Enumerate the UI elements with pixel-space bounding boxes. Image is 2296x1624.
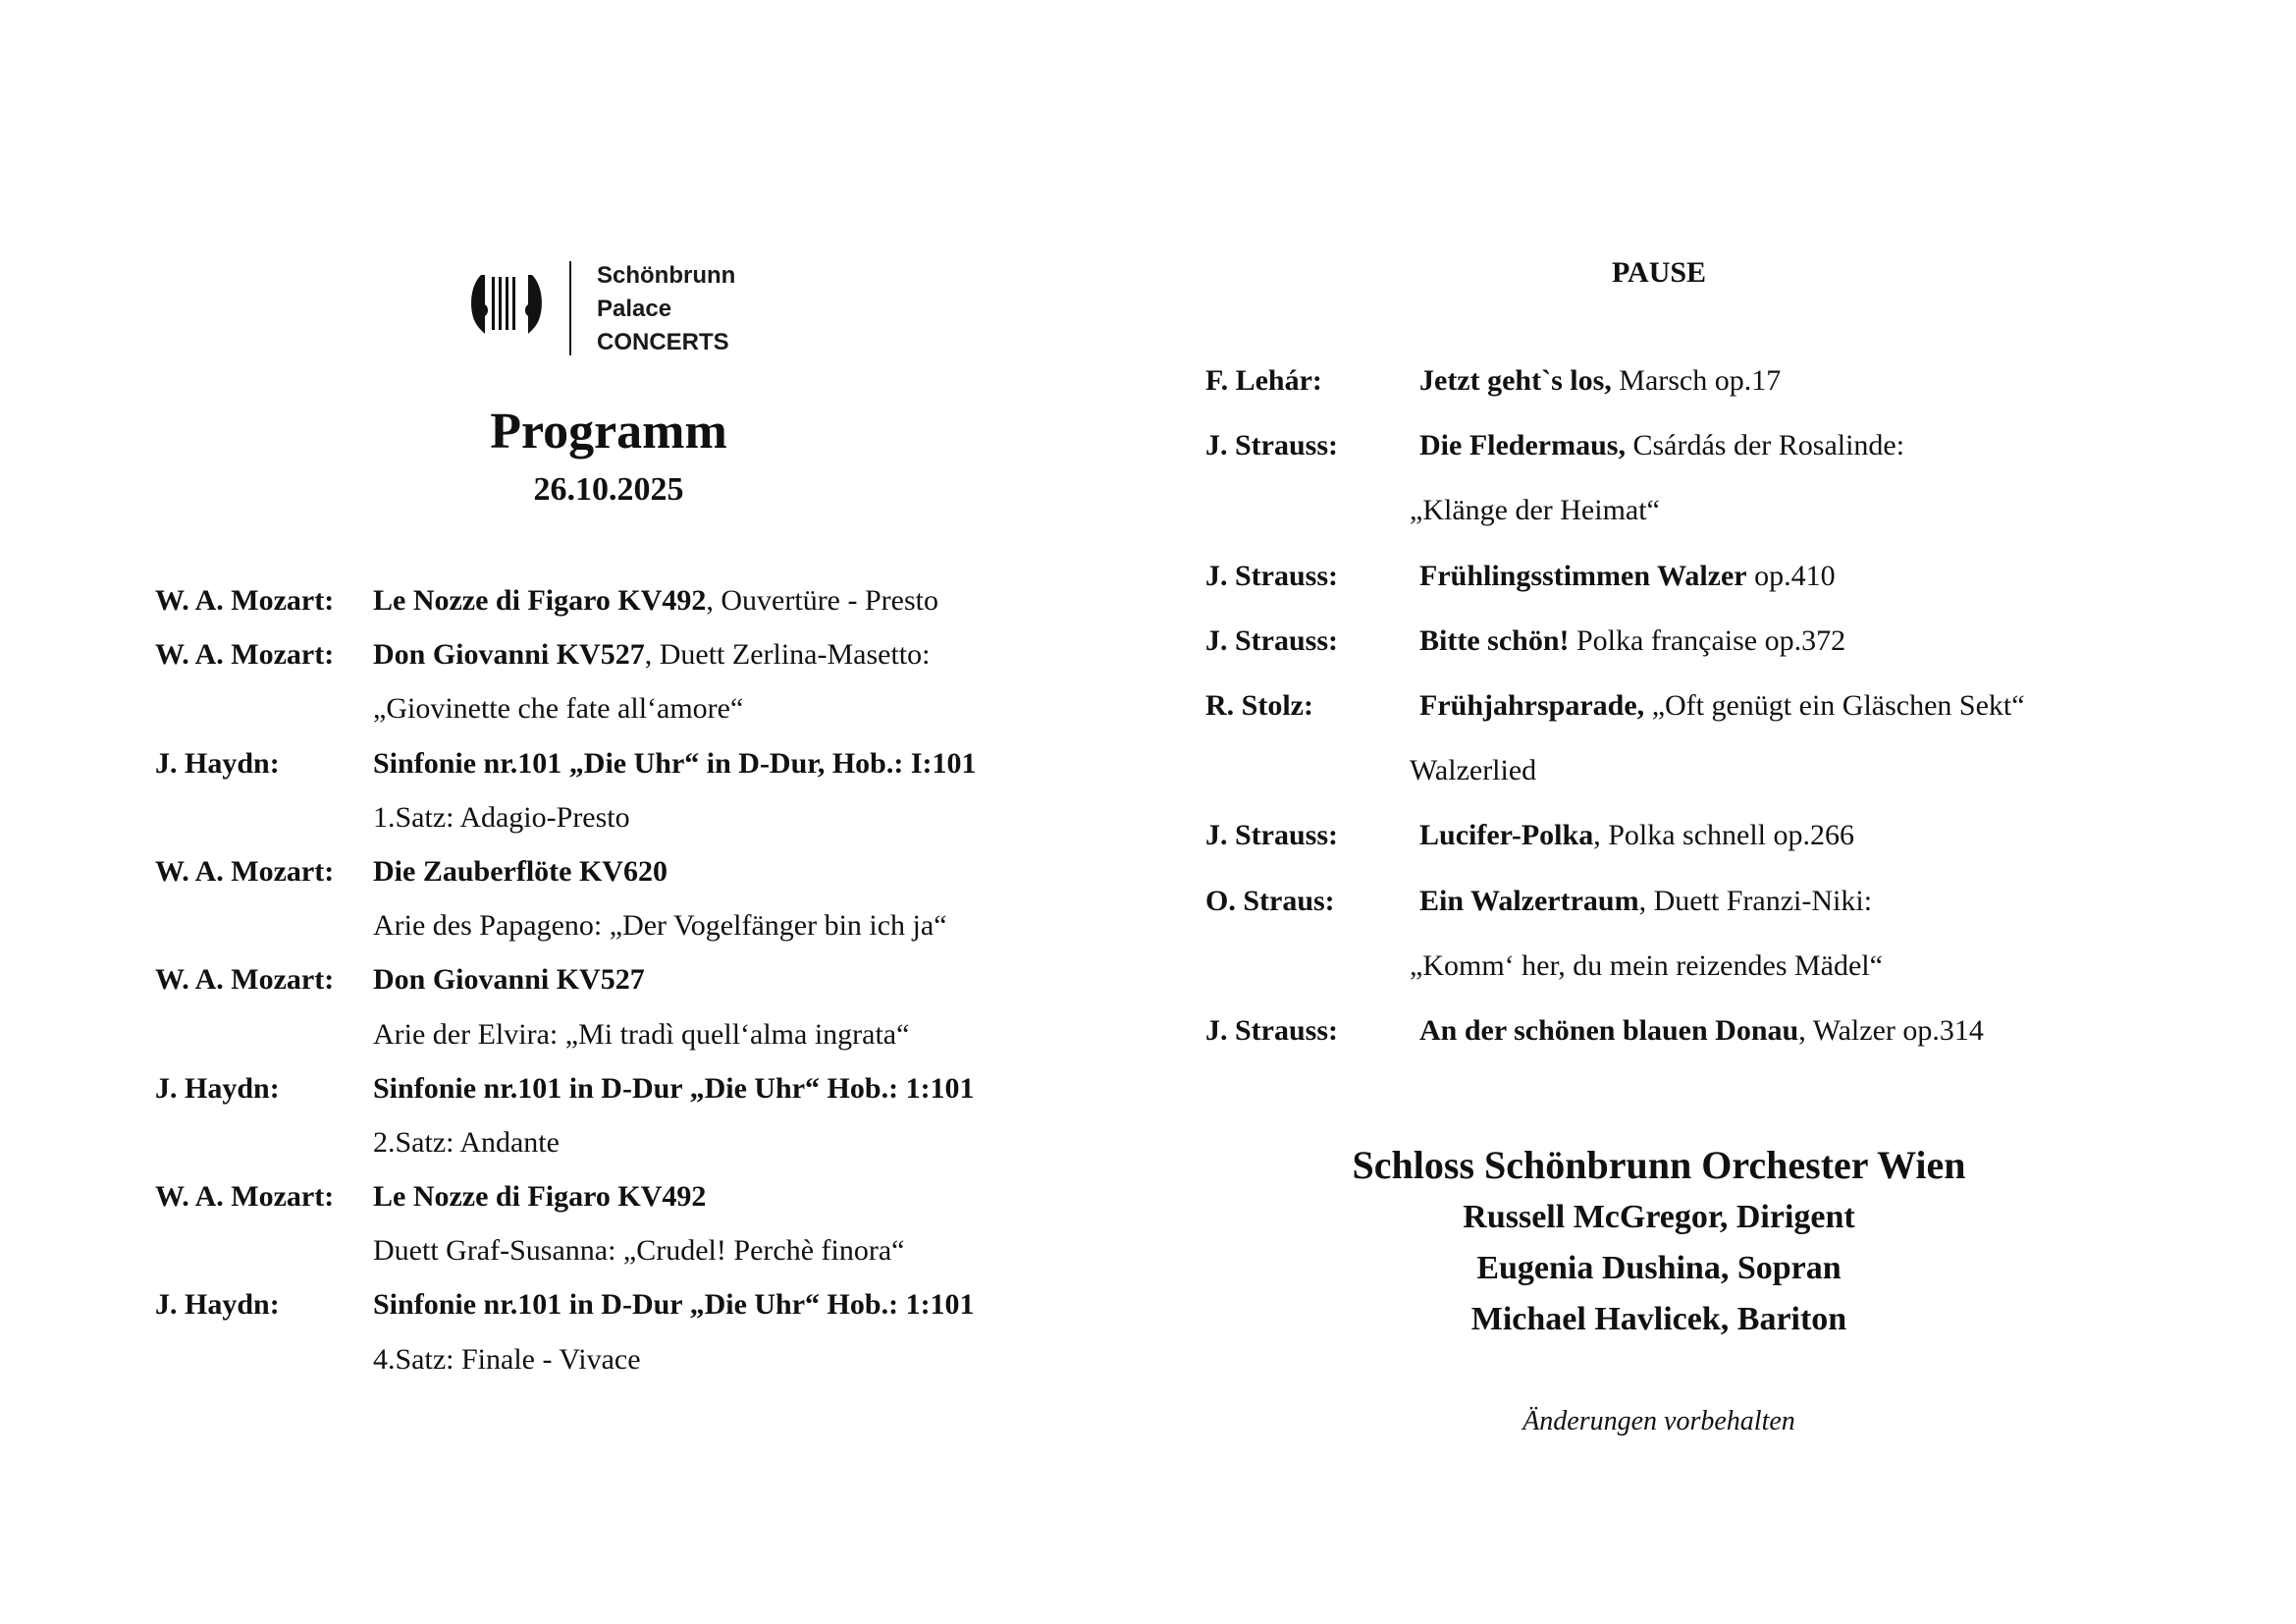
composer: J. Strauss: [1205, 559, 1339, 592]
work [1419, 555, 1836, 598]
work [373, 633, 930, 677]
work-title: Le Nozze di Figaro KV492 [373, 1180, 707, 1214]
work-detail: „Komm‘ her, du mein reizendes Mädel“ [1410, 948, 1883, 982]
work [1419, 424, 1904, 467]
composer: J. Strauss: [1205, 623, 1339, 657]
work-detail: 1.Satz: Adagio-Presto [373, 800, 630, 834]
program-row [155, 742, 1088, 796]
program-row [155, 1175, 1088, 1229]
work-title: Bitte schön! [1419, 623, 1570, 657]
logo-line-concerts: CONCERTS [597, 329, 729, 355]
work-detail: Polka française op.372 [1569, 623, 1846, 657]
program-row [155, 687, 1088, 741]
program-row [1205, 555, 2187, 620]
work-detail: Duett Graf-Susanna: „Crudel! Perchè finora“ [373, 1234, 905, 1268]
work-title: Don Giovanni KV527 [373, 963, 645, 997]
work-detail: „Oft genügt ein Gläschen Sekt“ [1644, 688, 2025, 722]
program-row [1205, 945, 2187, 1009]
work [373, 850, 667, 893]
composer: F. Lehár: [1205, 364, 1322, 397]
palace-concerts-logo [469, 257, 764, 355]
work-detail: Walzerlied [1410, 754, 1537, 787]
composer: W. A. Mozart: [155, 584, 335, 617]
program-part-1 [155, 579, 1088, 1392]
composer: J. Strauss: [1205, 429, 1339, 462]
program-row [155, 1283, 1088, 1337]
work-detail: 4.Satz: Finale - Vivace [373, 1342, 641, 1376]
program-row [1205, 880, 2187, 945]
composer: J. Haydn: [155, 1288, 280, 1322]
composer: J. Haydn: [155, 1071, 280, 1105]
work-detail: Arie der Elvira: „Mi tradì quell‘alma ingrata“ [373, 1017, 910, 1051]
work-detail: , Duett Zerlina-Masetto: [644, 638, 931, 672]
work-detail: , Polka schnell op.266 [1593, 819, 1854, 852]
work-title: An der schönen blauen Donau [1419, 1013, 1799, 1047]
work-detail: Marsch op.17 [1611, 364, 1782, 397]
work-detail: op.410 [1746, 559, 1836, 592]
work-title: Die Fledermaus, [1419, 429, 1626, 462]
work [373, 742, 977, 785]
work [373, 958, 645, 1001]
composer: J. Strauss: [1205, 819, 1339, 852]
program-row [1205, 620, 2187, 684]
work-detail: 2.Satz: Andante [373, 1125, 560, 1159]
conductor-credit: Russell McGregor, Dirigent [1463, 1199, 1855, 1235]
orchestra-name: Schloss Schönbrunn Orchester Wien [1352, 1143, 1966, 1187]
program-row [1205, 749, 2187, 814]
program-title: Programm [490, 404, 727, 460]
composer: W. A. Mozart: [155, 638, 335, 672]
logo-line-palace: Palace [597, 296, 672, 322]
logo-line-schoenbrunn: Schönbrunn [597, 262, 736, 289]
work [1419, 359, 1781, 403]
work [1419, 1009, 1984, 1053]
soprano-credit: Eugenia Dushina, Sopran [1476, 1250, 1842, 1286]
work [373, 1067, 975, 1110]
work [1419, 880, 1872, 923]
composer: O. Straus: [1205, 884, 1335, 917]
work-detail: , Ouvertüre - Presto [706, 584, 938, 617]
work-title: Sinfonie nr.101 „Die Uhr“ in D-Dur, Hob.: I:101 [373, 746, 977, 780]
work-title: Sinfonie nr.101 in D-Dur „Die Uhr“ Hob.: 1:101 [373, 1071, 975, 1105]
work [373, 904, 947, 947]
work [373, 1175, 706, 1218]
work [373, 579, 938, 623]
work [1410, 749, 1536, 792]
program-row [1205, 424, 2187, 489]
program-row [155, 850, 1088, 904]
work [373, 796, 630, 839]
work [373, 1338, 641, 1381]
program-row [155, 1229, 1088, 1283]
composer: W. A. Mozart: [155, 963, 335, 997]
program-row [155, 1013, 1088, 1067]
work-title: Frühjahrsparade, [1419, 688, 1645, 722]
work-title: Le Nozze di Figaro KV492 [373, 584, 707, 617]
program-row [155, 1067, 1088, 1121]
pause-heading: PAUSE [1611, 256, 1707, 289]
composer: W. A. Mozart: [155, 854, 335, 888]
concert-date: 26.10.2025 [533, 471, 684, 508]
logo-text [597, 259, 735, 359]
work-title: Die Zauberflöte KV620 [373, 854, 667, 888]
work-title: Sinfonie nr.101 in D-Dur „Die Uhr“ Hob.: 1:101 [373, 1288, 975, 1322]
work-title: Frühlingsstimmen Walzer [1419, 559, 1747, 592]
program-row [155, 904, 1088, 958]
work [373, 1229, 904, 1272]
work-title: Lucifer-Polka [1419, 819, 1594, 852]
program-row [1205, 359, 2187, 424]
program-row [1205, 489, 2187, 554]
work [373, 1121, 560, 1164]
work [1410, 945, 1883, 988]
logo-divider [569, 261, 571, 355]
program-row [1205, 1009, 2187, 1074]
work-detail: „Giovinette che fate all‘amore“ [373, 692, 744, 726]
work-title: Jetzt geht`s los, [1419, 364, 1612, 397]
composer: W. A. Mozart: [155, 1180, 335, 1214]
schoenbrunn-logo-mark-icon [469, 271, 544, 336]
ensemble-credits [1217, 1139, 2101, 1345]
work-detail: , Duett Franzi-Niki: [1638, 884, 1873, 917]
work [1419, 814, 1854, 857]
program-part-2 [1205, 359, 2187, 1074]
changes-reserved-note: Änderungen vorbehalten [1522, 1406, 1795, 1436]
program-row [155, 579, 1088, 633]
program-row [155, 1338, 1088, 1392]
composer: J. Strauss: [1205, 1013, 1339, 1047]
work-detail: „Klänge der Heimat“ [1410, 494, 1660, 527]
program-row [155, 796, 1088, 850]
work [1419, 684, 2025, 728]
work [373, 687, 743, 731]
work-detail: Csárdás der Rosalinde: [1625, 429, 1905, 462]
program-row [155, 1121, 1088, 1175]
work [1419, 620, 1845, 663]
program-row [1205, 814, 2187, 879]
composer: J. Haydn: [155, 746, 280, 780]
work [373, 1283, 975, 1326]
baritone-credit: Michael Havlicek, Bariton [1470, 1301, 1847, 1337]
composer: R. Stolz: [1205, 688, 1313, 722]
work-detail: , Walzer op.314 [1798, 1013, 1984, 1047]
work-title: Ein Walzertraum [1419, 884, 1639, 917]
work-detail: Arie des Papageno: „Der Vogelfänger bin ich ja“ [373, 909, 947, 943]
program-row [155, 633, 1088, 687]
work [1410, 489, 1660, 532]
work-title: Don Giovanni KV527 [373, 638, 645, 672]
program-row [1205, 684, 2187, 749]
work [373, 1013, 909, 1056]
program-row [155, 958, 1088, 1012]
